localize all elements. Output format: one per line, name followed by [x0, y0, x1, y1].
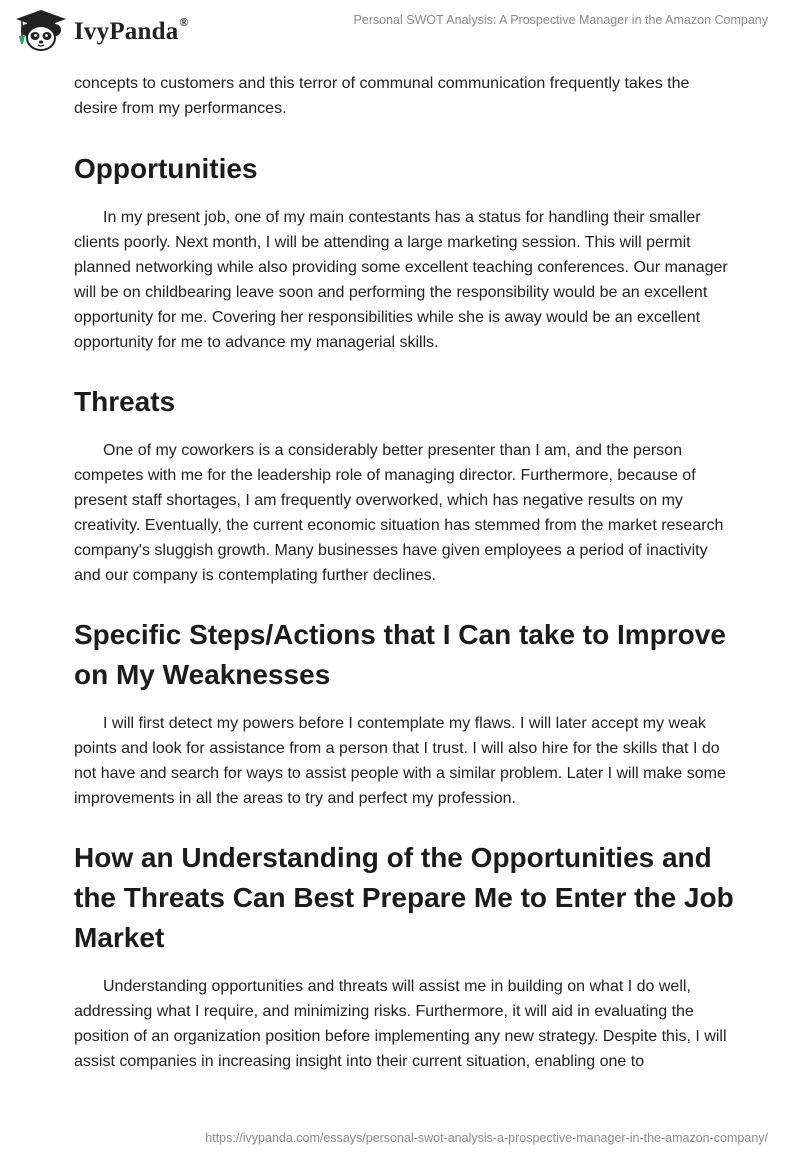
intro-paragraph: concepts to customers and this terror of communal communication frequently takes the desire from my performances. — [74, 75, 690, 117]
paragraph-understanding: Understanding opportunities and threats will assist me in building on what I do well, addressing what I require, and minimizing risks. Furthermore, it will aid in evaluating the position of an organization position before implementing any new strategy. Despite this, I will assist companies in increasing insight into their current situation, enabling one to — [74, 978, 727, 1070]
page-header — [0, 0, 800, 60]
heading-understanding: How an Understanding of the Opportunities and the Threats Can Best Prepare Me to Enter the Job Market — [74, 842, 734, 953]
document-title: Personal SWOT Analysis: A Prospective Manager in the Amazon Company — [353, 13, 768, 27]
ivypanda-logo[interactable] — [14, 8, 189, 52]
logo-text: IvyPanda — [74, 18, 179, 45]
heading-threats: Threats — [74, 386, 176, 417]
heading-opportunities: Opportunities — [74, 153, 258, 184]
heading-specific-steps: Specific Steps/Actions that I Can take to Improve on My Weaknesses — [74, 619, 726, 690]
paragraph-specific-steps: I will first detect my powers before I contemplate my flaws. I will later accept my weak points and look for assistance from a person that I trust. I will also hire for the skills that I do not have and search for ways to assist people with a similar problem. Later I will make some improvements in all the areas to try and perfect my profession. — [74, 715, 726, 807]
paragraph-threats: One of my coworkers is a considerably better presenter than I am, and the person competes with me for the leadership role of managing director. Furthermore, because of present staff shortages, I am frequently overworked, which has negative results on my creativity. Eventually, the current economic situation has stemmed from the market research company's sluggish growth. Many businesses have given employees a period of inactivity and our company is contemplating further declines. — [74, 442, 724, 584]
paragraph-opportunities: In my present job, one of my main contestants has a status for handling their smaller clients poorly. Next month, I will be attending a large marketing session. This will permit planned networking while also providing some excellent teaching conferences. Our manager will be on childbearing leave soon and performing the responsibility would be an excellent opportunity for me. Covering her responsibilities while she is away would be an excellent opportunity for me to advance my managerial skills. — [74, 209, 728, 351]
source-url[interactable]: https://ivypanda.com/essays/personal-swot-analysis-a-prospective-manager-in-the-amazon-company/ — [205, 1131, 768, 1145]
essay-content — [74, 71, 734, 1074]
registered-mark: ® — [179, 14, 189, 29]
panda-graduate-icon — [14, 8, 68, 52]
logo-wordmark — [74, 14, 189, 46]
